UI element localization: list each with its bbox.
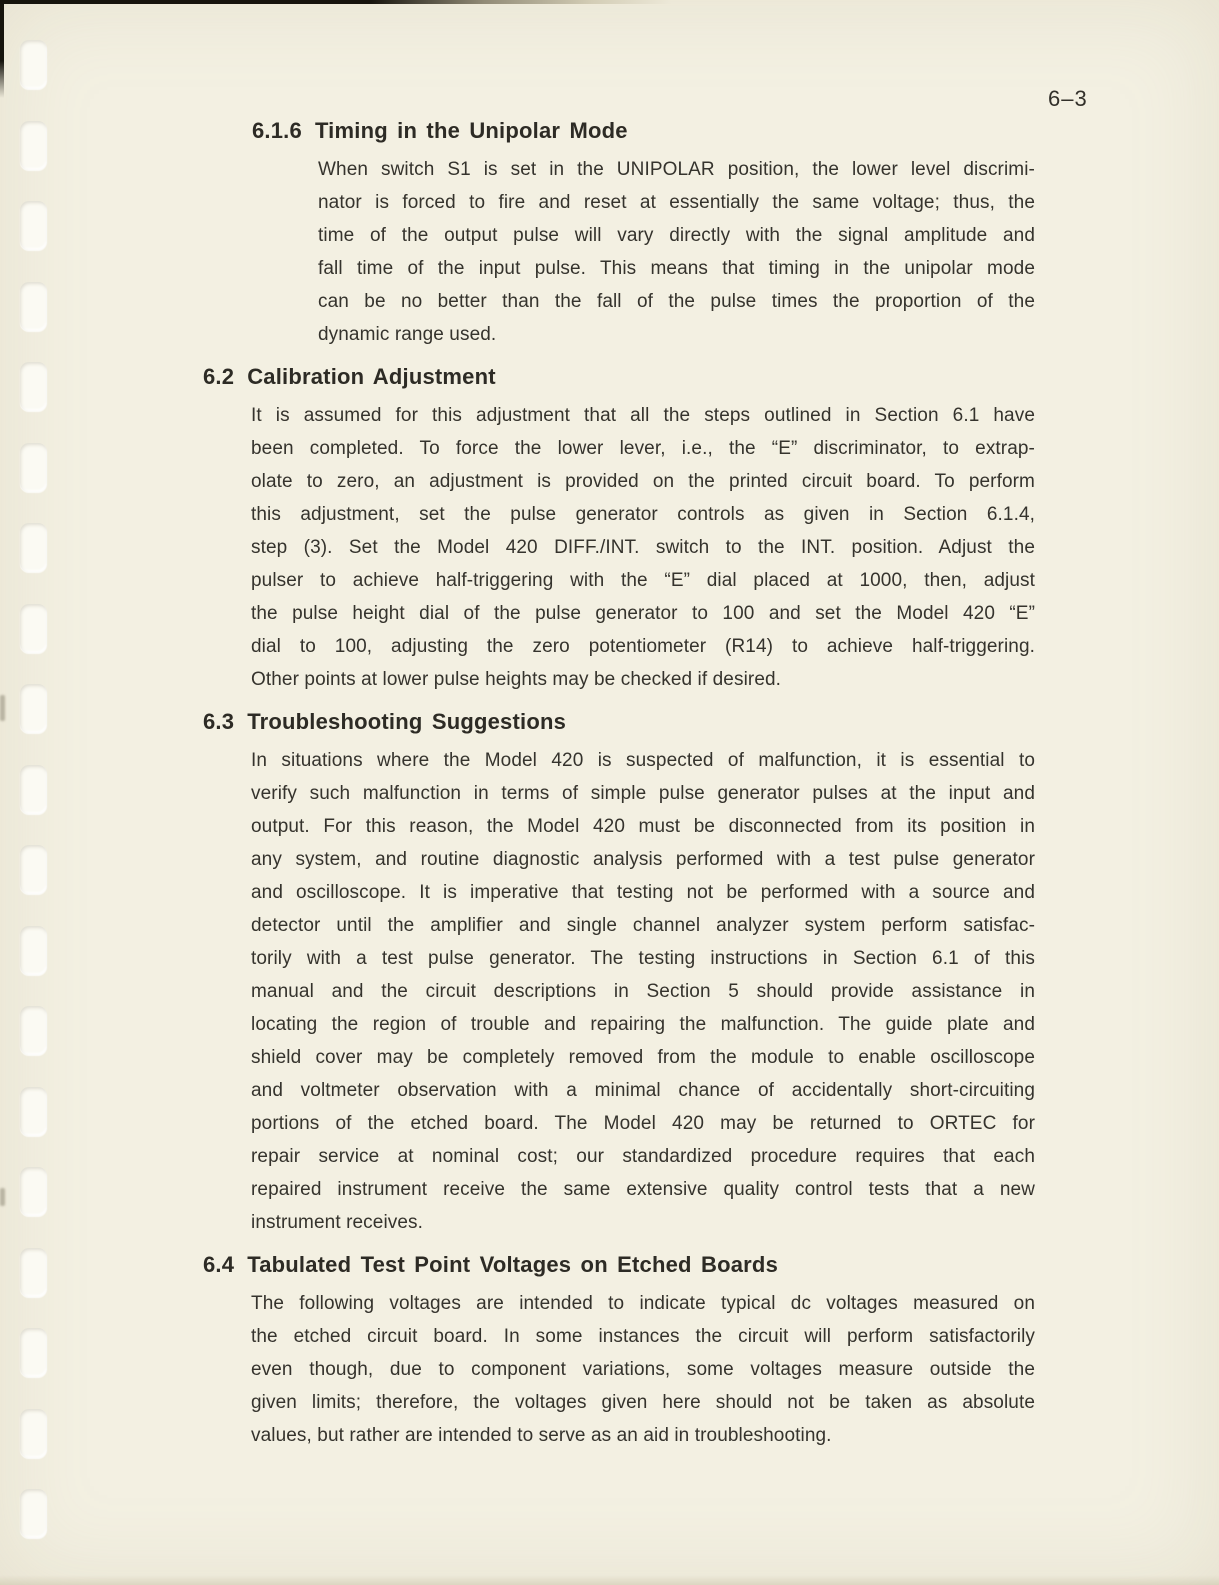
text-line: locating the region of trouble and repairing the malfunction. The guide plate and — [251, 1014, 1035, 1035]
binding-hole — [20, 1087, 47, 1136]
section-heading — [252, 118, 1038, 144]
section-paragraph — [251, 399, 1035, 696]
section-paragraph — [318, 153, 1035, 351]
binding-hole — [20, 1328, 47, 1377]
text-line: dynamic range used. — [318, 324, 497, 345]
text-line: the pulse height dial of the pulse generator to 100 and set the Model 420 “E” — [251, 603, 1035, 624]
text-line: verify such malfunction in terms of simple pulse generator pulses at the input and — [251, 783, 1035, 804]
text-line: In situations where the Model 420 is suspected of malfunction, it is essential to — [251, 750, 1035, 771]
section-title: Calibration Adjustment — [247, 364, 496, 389]
binding-hole — [20, 926, 47, 975]
text-line: and voltmeter observation with a minimal chance of accidentally short-circuiting — [251, 1080, 1035, 1101]
section-number: 6.3 — [203, 709, 235, 734]
text-line: torily with a test pulse generator. The testing instructions in Section 6.1 of this — [251, 948, 1035, 969]
text-line: shield cover may be completely removed from the module to enable oscilloscope — [251, 1047, 1035, 1068]
section-number: 6.4 — [203, 1252, 235, 1277]
section-number: 6.2 — [203, 364, 235, 389]
text-line: repaired instrument receive the same extensive quality control tests that a new — [251, 1179, 1035, 1200]
text-line: time of the output pulse will vary directly with the signal amplitude and — [318, 225, 1035, 246]
scan-bottom-shadow — [0, 1575, 1219, 1585]
text-line: been completed. To force the lower lever, i.e., the “E” discriminator, to extrap- — [251, 438, 1035, 459]
section-timing-unipolar-mode — [203, 118, 1038, 351]
section-title: Tabulated Test Point Voltages on Etched Boards — [247, 1252, 779, 1277]
binding-hole — [20, 201, 47, 250]
section-heading — [203, 709, 1038, 735]
binding-hole — [20, 1006, 47, 1055]
text-line: nator is forced to fire and reset at essentially the same voltage; thus, the — [318, 192, 1035, 213]
section-heading — [203, 364, 1038, 390]
text-line: fall time of the input pulse. This means that timing in the unipolar mode — [318, 258, 1035, 279]
binding-hole — [20, 765, 47, 814]
binding-hole — [20, 121, 47, 170]
scan-left-edge — [0, 0, 4, 98]
section-heading — [203, 1252, 1038, 1278]
binding-hole — [20, 1167, 47, 1216]
binding-hole — [20, 1248, 47, 1297]
text-line: detector until the amplifier and single channel analyzer system perform satisfac- — [251, 915, 1035, 936]
section-troubleshooting-suggestions — [203, 709, 1038, 1239]
scan-edge-smudge — [0, 695, 5, 721]
text-line: olate to zero, an adjustment is provided on the printed circuit board. To perform — [251, 471, 1035, 492]
text-line: It is assumed for this adjustment that all the steps outlined in Section 6.1 have — [251, 405, 1035, 426]
scan-edge-smudge — [0, 1188, 5, 1206]
text-line: portions of the etched board. The Model 420 may be returned to ORTEC for — [251, 1113, 1035, 1134]
text-line: given limits; therefore, the voltages given here should not be taken as absolute — [251, 1392, 1035, 1413]
binding-hole — [20, 604, 47, 653]
section-tabulated-test-point-voltages — [203, 1252, 1038, 1452]
text-line: output. For this reason, the Model 420 must be disconnected from its position in — [251, 816, 1035, 837]
text-line: can be no better than the fall of the pulse times the proportion of the — [318, 291, 1035, 312]
page-content — [203, 118, 1038, 1465]
binding-hole — [20, 845, 47, 894]
binding-hole — [20, 1489, 47, 1538]
text-line: The following voltages are intended to indicate typical dc voltages measured on — [251, 1293, 1035, 1314]
binding-hole — [20, 1409, 47, 1458]
text-line: and oscilloscope. It is imperative that testing not be performed with a source and — [251, 882, 1035, 903]
binding-hole — [20, 362, 47, 411]
section-number: 6.1.6 — [252, 118, 302, 143]
binding-hole — [20, 684, 47, 733]
section-paragraph — [251, 1287, 1035, 1452]
section-title: Timing in the Unipolar Mode — [314, 118, 628, 143]
text-line: Other points at lower pulse heights may be checked if desired. — [251, 669, 782, 690]
section-title: Troubleshooting Suggestions — [247, 709, 567, 734]
text-line: dial to 100, adjusting the zero potentiometer (R14) to achieve half-triggering. — [251, 636, 1035, 657]
text-line: the etched circuit board. In some instances the circuit will perform satisfactorily — [251, 1326, 1035, 1347]
binding-hole — [20, 282, 47, 331]
text-line: repair service at nominal cost; our standardized procedure requires that each — [251, 1146, 1035, 1167]
text-line: any system, and routine diagnostic analysis performed with a test pulse generator — [251, 849, 1035, 870]
text-line: pulser to achieve half-triggering with the “E” dial placed at 1000, then, adjust — [251, 570, 1035, 591]
page-number: 6–3 — [1048, 86, 1088, 111]
section-paragraph — [251, 744, 1035, 1239]
text-line: When switch S1 is set in the UNIPOLAR position, the lower level discrimi- — [318, 159, 1035, 180]
binding-hole — [20, 443, 47, 492]
text-line: instrument receives. — [251, 1212, 424, 1233]
binding-hole — [20, 523, 47, 572]
binding-hole — [20, 40, 47, 89]
text-line: even though, due to component variations, some voltages measure outside the — [251, 1359, 1035, 1380]
section-calibration-adjustment — [203, 364, 1038, 696]
text-line: this adjustment, set the pulse generator controls as given in Section 6.1.4, — [251, 504, 1035, 525]
scan-top-edge — [0, 0, 672, 4]
text-line: manual and the circuit descriptions in Section 5 should provide assistance in — [251, 981, 1035, 1002]
text-line: values, but rather are intended to serve as an aid in troubleshooting. — [251, 1425, 832, 1446]
text-line: step (3). Set the Model 420 DIFF./INT. switch to the INT. position. Adjust the — [251, 537, 1035, 558]
